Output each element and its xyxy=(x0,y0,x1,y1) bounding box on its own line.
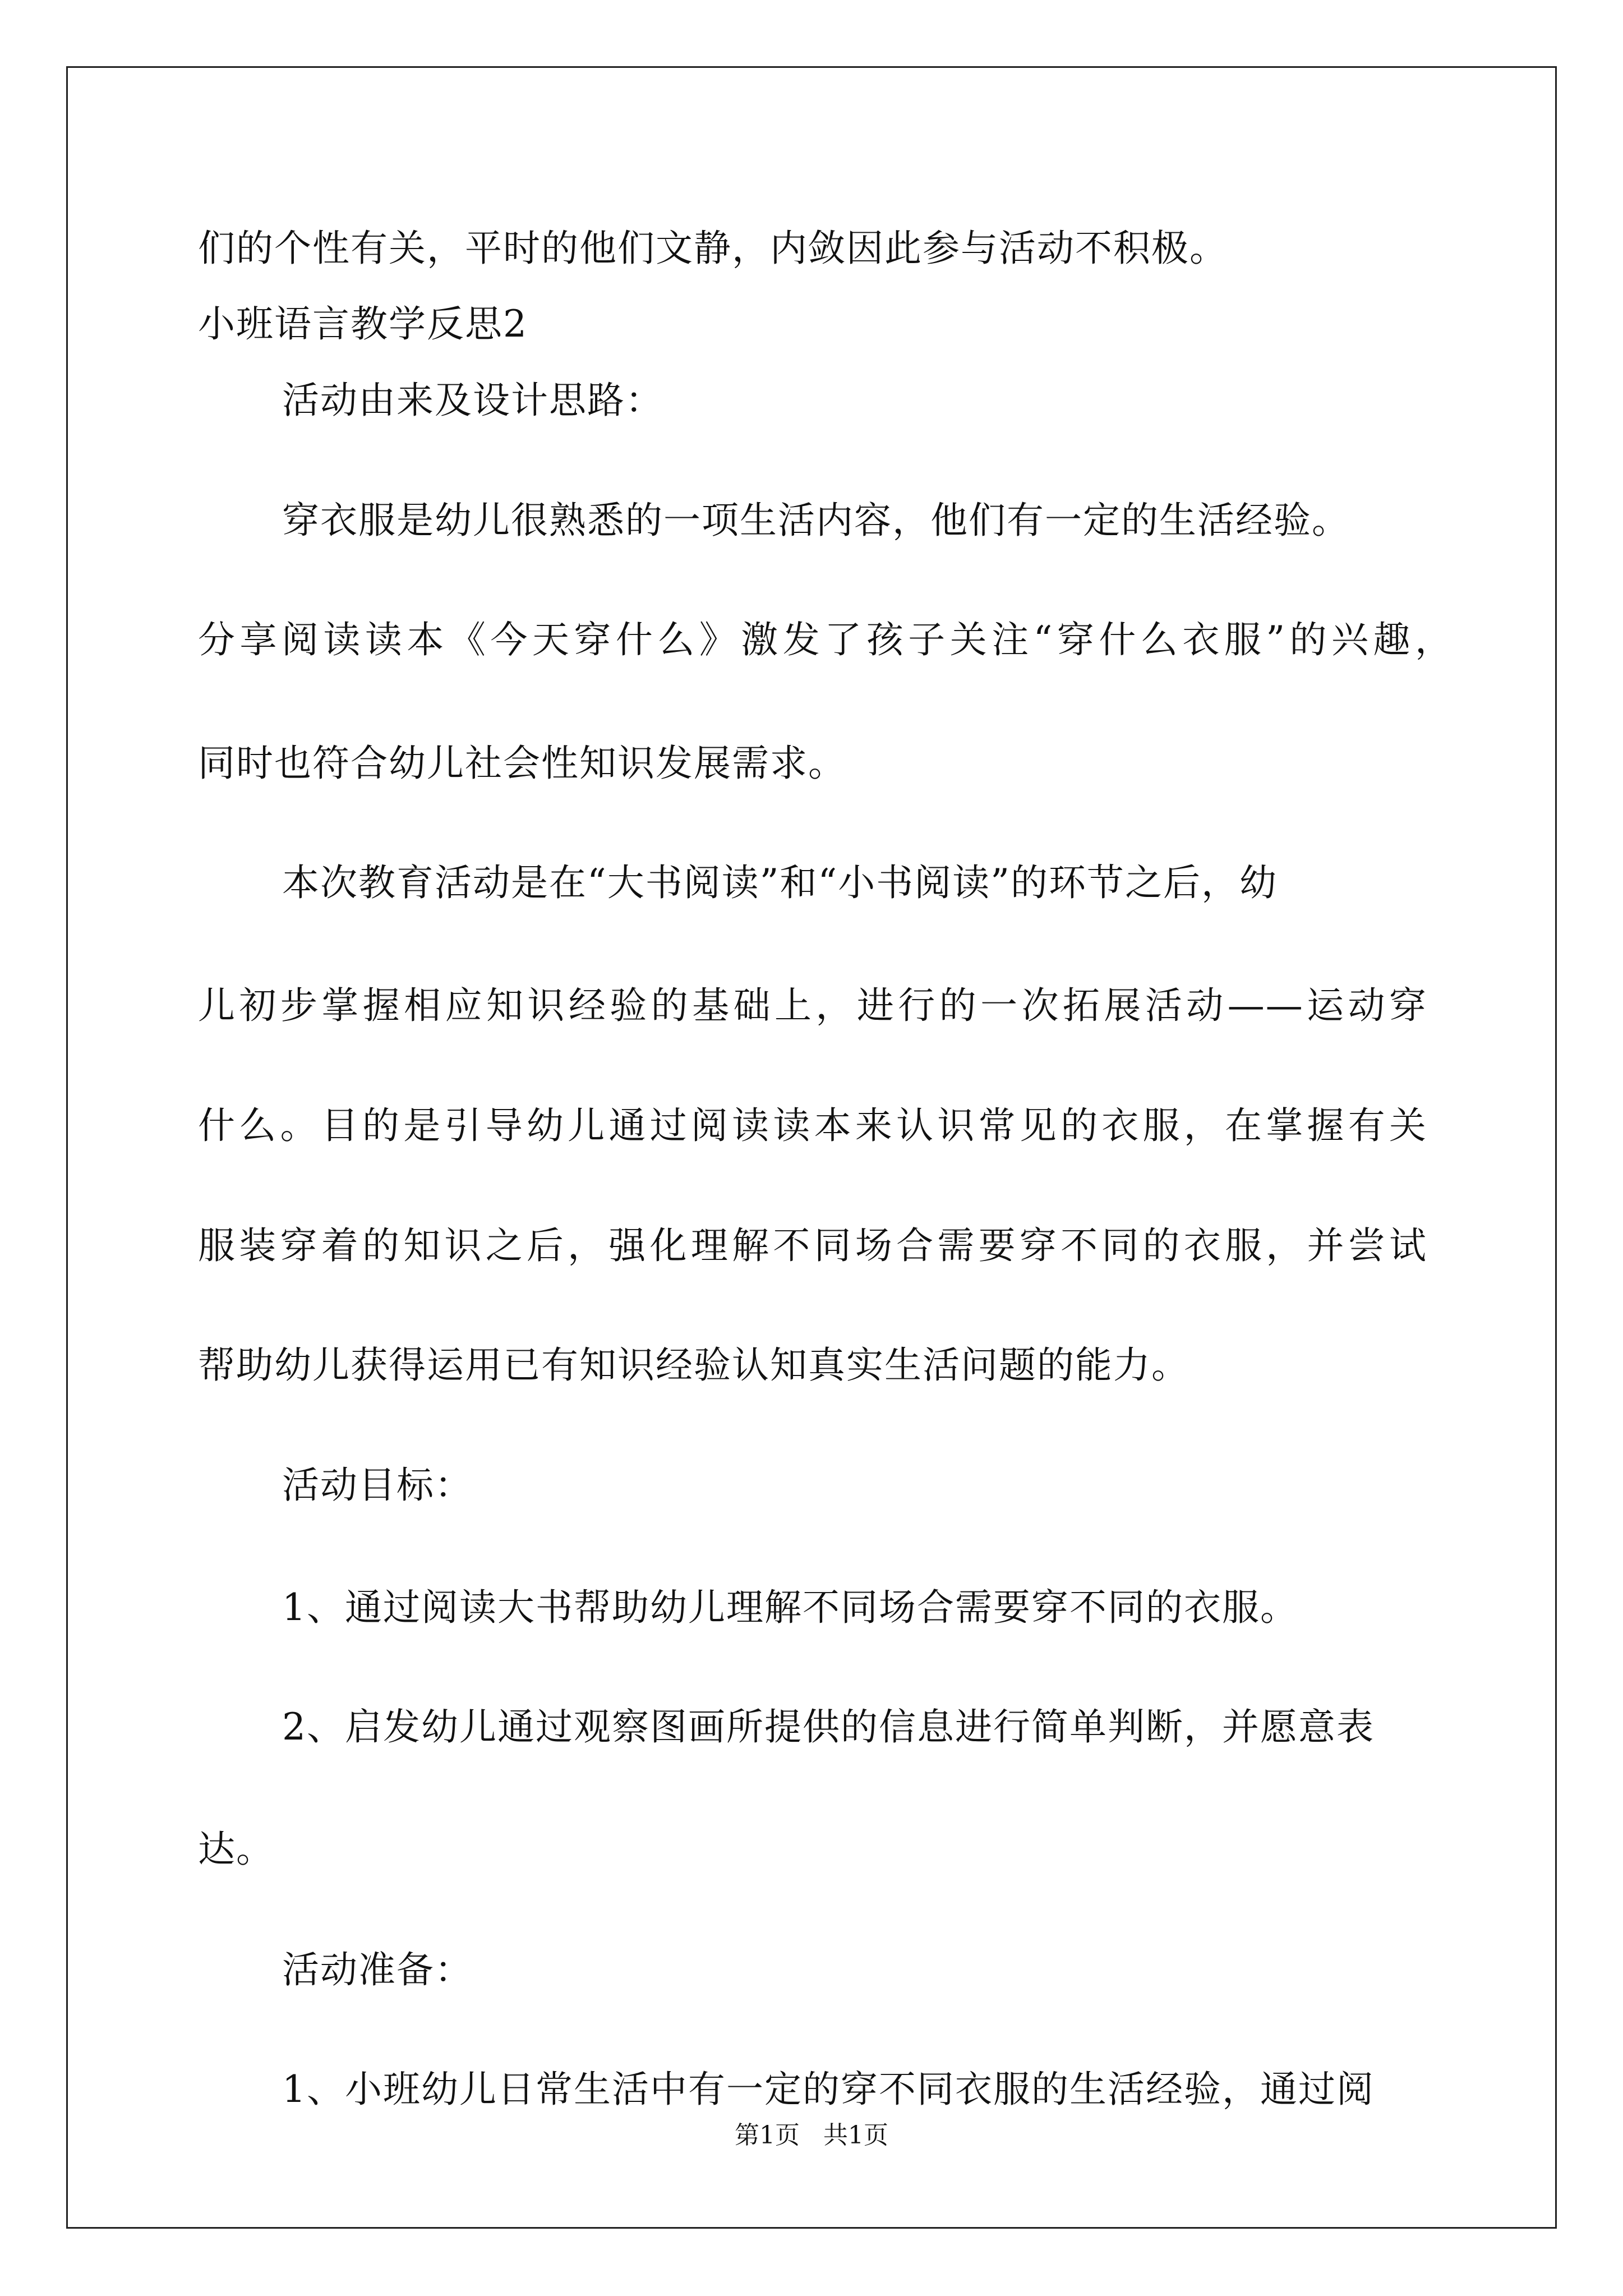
paragraph-line: 穿衣服是幼儿很熟悉的一项生活内容，他们有一定的生活经验。 xyxy=(282,499,1350,542)
subheading-activity-preparation: 活动准备： xyxy=(282,1948,473,1991)
paragraph-line: 本次教育活动是在“大书阅读”和“小书阅读”的环节之后，幼 xyxy=(282,861,1278,904)
paragraph-line: 帮助幼儿获得运用已有知识经验认知真实生活问题的能力。 xyxy=(198,1343,1189,1387)
subheading-activity-origin: 活动由来及设计思路： xyxy=(282,379,663,422)
list-item-goal-2-continuation: 达。 xyxy=(198,1828,274,1871)
section-heading: 小班语言教学反思2 xyxy=(198,302,528,346)
page-footer: 第1页 共1页 xyxy=(735,2121,888,2150)
paragraph-line: 什么。目的是引导幼儿通过阅读读本来认识常见的衣服，在掌握有关 xyxy=(198,1104,1427,1147)
list-item-preparation-1: 1、小班幼儿日常生活中有一定的穿不同衣服的生活经验，通过阅 xyxy=(282,2068,1375,2111)
paragraph-line: 分享阅读读本《今天穿什么》激发了孩子关注“穿什么衣服”的兴趣， xyxy=(198,618,1453,661)
subheading-activity-goals: 活动目标： xyxy=(282,1464,473,1507)
list-item-goal-1: 1、通过阅读大书帮助幼儿理解不同场合需要穿不同的衣服。 xyxy=(282,1586,1298,1629)
paragraph-line: 儿初步掌握相应知识经验的基础上，进行的一次拓展活动——运动穿 xyxy=(198,984,1427,1027)
paragraph-line-continuation: 们的个性有关，平时的他们文静，内敛因此参与活动不积极。 xyxy=(198,227,1228,270)
paragraph-line: 服装穿着的知识之后，强化理解不同场合需要穿不同的衣服，并尝试 xyxy=(198,1224,1427,1267)
list-item-goal-2: 2、启发幼儿通过观察图画所提供的信息进行简单判断，并愿意表 xyxy=(282,1705,1375,1749)
paragraph-line: 同时也符合幼儿社会性知识发展需求。 xyxy=(198,742,846,785)
